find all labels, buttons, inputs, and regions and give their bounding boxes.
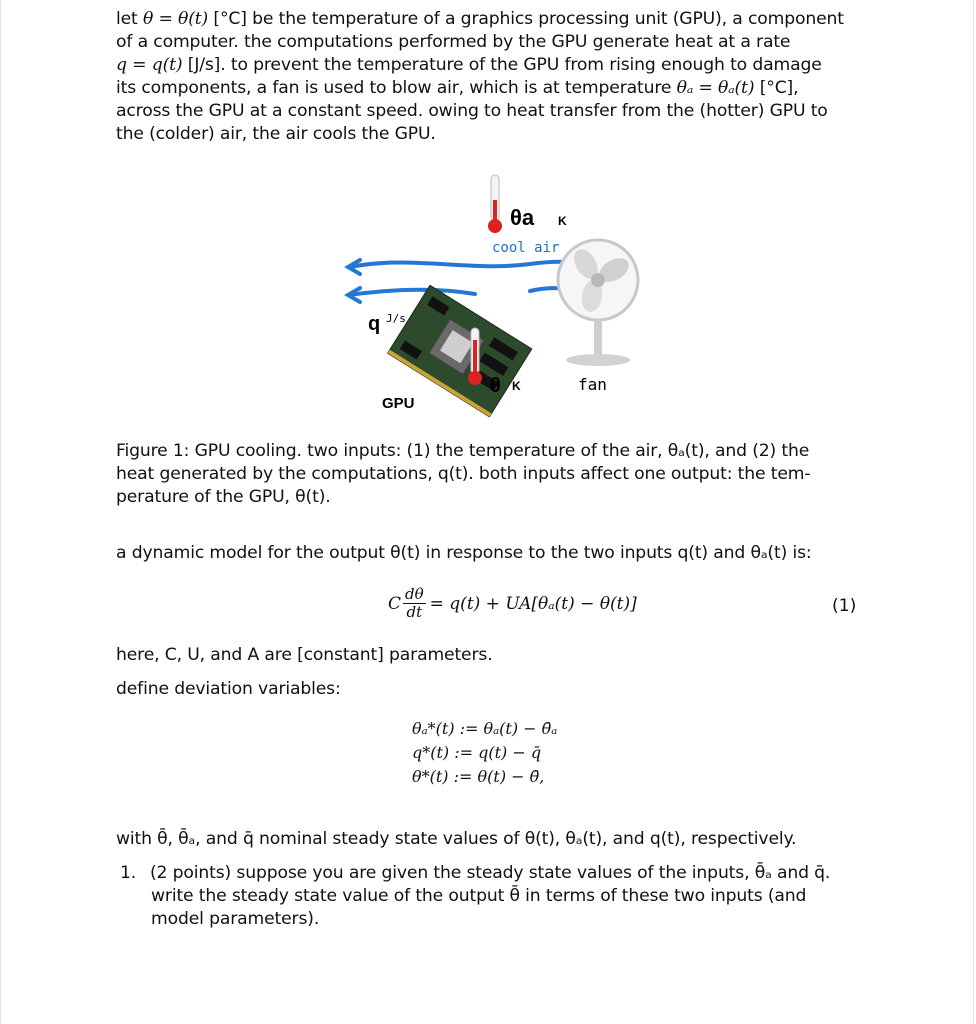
question-1: 1. (2 points) suppose you are given the steady state values of the inputs, θ̄ₐ and q̄. write the steady state value of the output θ̄ in terms of these two inputs (and model parameters). [120,863,831,929]
gpu-cooling-figure [330,170,650,420]
fan-label: fan [578,375,607,394]
theta-a-label: θa [510,205,535,230]
deviation-theta: θ*(t) := θ(t) − θ̄, [412,767,545,786]
q-unit: J/s [386,312,406,325]
theta-label: θ [490,375,501,397]
air-thermometer-icon [488,175,502,233]
theta-unit: K [512,379,521,393]
equation-number: (1) [832,596,857,616]
define-deviation-heading: define deviation variables: [116,679,341,699]
nominal-values-note: with θ̄, θ̄ₐ, and q̄ nominal steady state values of θ(t), θₐ(t), and q(t), respectively. [116,829,797,849]
page-border-left [0,0,1,1024]
page-border-right [973,0,974,1024]
fan-icon [558,240,638,366]
model-intro: a dynamic model for the output θ(t) in response to the two inputs q(t) and θₐ(t) is: [116,543,812,563]
deviation-equations [412,717,557,789]
cool-air-label: cool air [492,240,560,256]
deviation-q: q*(t) := q(t) − q̄ [412,743,542,762]
eq-fraction [403,586,426,621]
theta-a-unit: K [558,214,567,228]
figure-caption: Figure 1: GPU cooling. two inputs: (1) the temperature of the air, θₐ(t), and (2) the heat generated by the computations, q(t). both inputs affect one output: the tem- perature of the GPU, θ(t). [116,441,811,507]
eq-denominator: dt [406,603,423,621]
eq-c: C [388,593,402,614]
eq-rhs: = q(t) + UA[θₐ(t) − θ(t)] [429,593,637,614]
gpu-label: GPU [382,395,415,412]
question-1-number: 1. [120,863,137,883]
equation-1 [388,586,637,621]
intro-paragraph: let θ = θ(t) [°C] be the temperature of a graphics processing unit (GPU), a component of a computer. the computations performed by the GPU generate heat at a rate q = q(t) [J/s]. to prevent the temperature of the GPU from rising enough to damage its components, a fan is used to blow air, which is at temperature θₐ = θₐ(t) [°C], across the GPU at a constant speed. owing to heat transfer from the (hotter) GPU to the (colder) air, the air cools the GPU. [116,9,844,144]
deviation-theta-a: θₐ*(t) := θₐ(t) − θ̄ₐ [412,719,558,738]
q-label: q [368,313,381,335]
airflow-arrows-icon [348,260,592,302]
eq-numerator: dθ [405,585,424,603]
parameters-note: here, C, U, and A are [constant] parameters. [116,645,493,665]
